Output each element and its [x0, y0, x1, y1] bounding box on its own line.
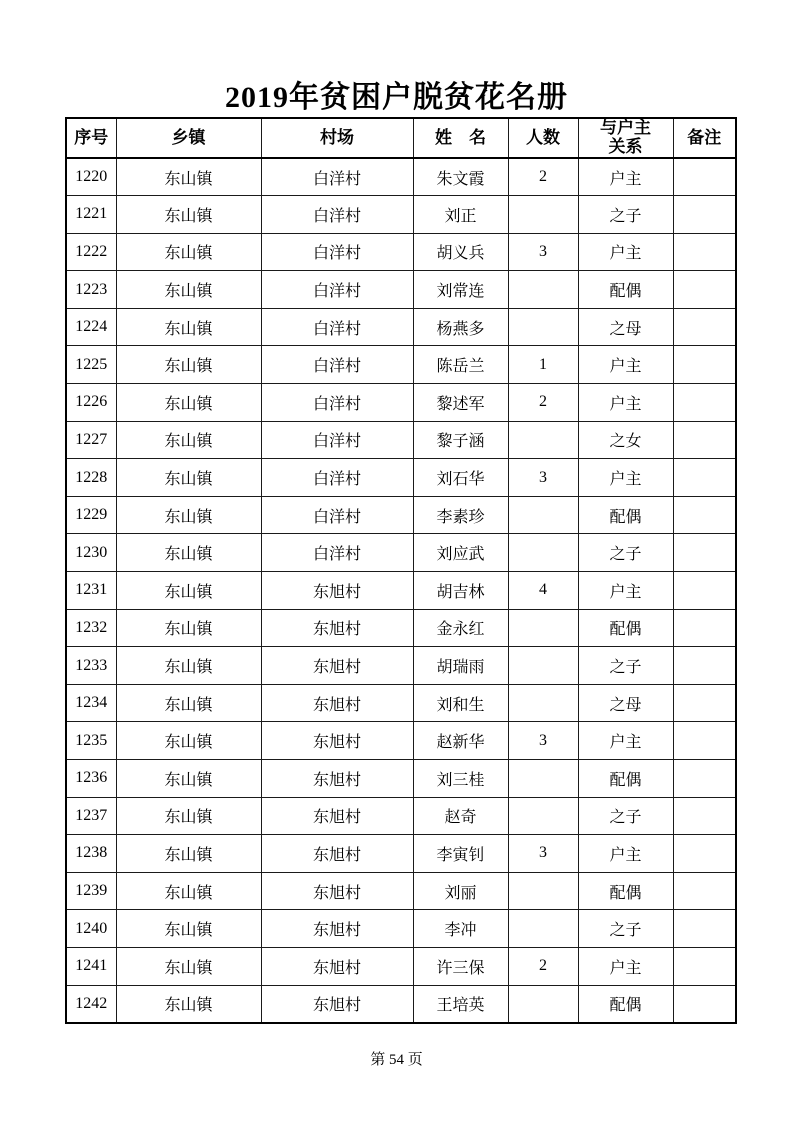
col-header-name: 姓 名 [413, 118, 508, 158]
cell-index: 1241 [66, 947, 116, 985]
cell-town: 东山镇 [116, 910, 261, 948]
cell-village: 白洋村 [261, 158, 413, 196]
col-header-relation-line1: 与户主 [600, 118, 651, 138]
cell-relation: 配偶 [578, 609, 673, 647]
cell-relation: 配偶 [578, 496, 673, 534]
cell-note [673, 835, 736, 873]
cell-note [673, 797, 736, 835]
cell-count [508, 271, 578, 309]
cell-name: 刘和生 [413, 684, 508, 722]
cell-note [673, 647, 736, 685]
cell-relation: 户主 [578, 722, 673, 760]
cell-name: 王培英 [413, 985, 508, 1023]
cell-village: 东旭村 [261, 609, 413, 647]
cell-name: 黎述军 [413, 384, 508, 422]
table-row [66, 384, 736, 422]
cell-town: 东山镇 [116, 760, 261, 798]
cell-count: 3 [508, 459, 578, 497]
cell-relation: 之女 [578, 421, 673, 459]
cell-count [508, 872, 578, 910]
cell-count [508, 985, 578, 1023]
cell-town: 东山镇 [116, 158, 261, 196]
table-row [66, 797, 736, 835]
cell-relation: 之子 [578, 647, 673, 685]
cell-village: 白洋村 [261, 384, 413, 422]
table-row [66, 196, 736, 234]
cell-village: 东旭村 [261, 947, 413, 985]
cell-name: 李冲 [413, 910, 508, 948]
cell-town: 东山镇 [116, 421, 261, 459]
table-row [66, 421, 736, 459]
cell-index: 1226 [66, 384, 116, 422]
cell-count [508, 196, 578, 234]
cell-index: 1231 [66, 572, 116, 610]
cell-index: 1228 [66, 459, 116, 497]
cell-relation: 配偶 [578, 872, 673, 910]
cell-name: 李素珍 [413, 496, 508, 534]
cell-name: 许三保 [413, 947, 508, 985]
table-row [66, 910, 736, 948]
cell-index: 1220 [66, 158, 116, 196]
cell-count: 2 [508, 384, 578, 422]
cell-index: 1233 [66, 647, 116, 685]
cell-name: 赵新华 [413, 722, 508, 760]
cell-count [508, 534, 578, 572]
cell-note [673, 421, 736, 459]
cell-note [673, 346, 736, 384]
cell-name: 刘应武 [413, 534, 508, 572]
table-row [66, 534, 736, 572]
cell-count: 2 [508, 158, 578, 196]
cell-relation: 户主 [578, 835, 673, 873]
cell-note [673, 459, 736, 497]
cell-village: 东旭村 [261, 722, 413, 760]
header-row [66, 118, 736, 158]
page-title: 2019年贫困户脱贫花名册 [225, 81, 568, 114]
cell-relation: 户主 [578, 459, 673, 497]
cell-name: 金永红 [413, 609, 508, 647]
col-header-note: 备注 [673, 118, 736, 158]
table-row [66, 947, 736, 985]
cell-town: 东山镇 [116, 609, 261, 647]
cell-town: 东山镇 [116, 459, 261, 497]
table-row [66, 233, 736, 271]
cell-relation: 之母 [578, 684, 673, 722]
cell-note [673, 534, 736, 572]
cell-town: 东山镇 [116, 985, 261, 1023]
cell-town: 东山镇 [116, 572, 261, 610]
cell-name: 胡瑞雨 [413, 647, 508, 685]
cell-note [673, 910, 736, 948]
col-header-relation [578, 118, 673, 158]
cell-village: 东旭村 [261, 835, 413, 873]
cell-relation: 之子 [578, 534, 673, 572]
cell-village: 白洋村 [261, 196, 413, 234]
cell-note [673, 496, 736, 534]
cell-index: 1237 [66, 797, 116, 835]
cell-town: 东山镇 [116, 534, 261, 572]
cell-relation: 配偶 [578, 985, 673, 1023]
cell-relation: 户主 [578, 947, 673, 985]
cell-count [508, 496, 578, 534]
cell-note [673, 271, 736, 309]
cell-index: 1238 [66, 835, 116, 873]
cell-village: 东旭村 [261, 872, 413, 910]
cell-name: 赵奇 [413, 797, 508, 835]
cell-relation: 配偶 [578, 271, 673, 309]
cell-town: 东山镇 [116, 384, 261, 422]
cell-note [673, 872, 736, 910]
cell-index: 1225 [66, 346, 116, 384]
cell-note [673, 760, 736, 798]
cell-count: 3 [508, 233, 578, 271]
cell-relation: 户主 [578, 384, 673, 422]
cell-index: 1235 [66, 722, 116, 760]
cell-index: 1234 [66, 684, 116, 722]
table-row [66, 572, 736, 610]
cell-relation: 户主 [578, 233, 673, 271]
cell-count [508, 797, 578, 835]
cell-note [673, 196, 736, 234]
cell-count: 3 [508, 835, 578, 873]
cell-index: 1242 [66, 985, 116, 1023]
cell-note [673, 158, 736, 196]
table-row [66, 835, 736, 873]
table-row [66, 684, 736, 722]
cell-village: 白洋村 [261, 308, 413, 346]
cell-note [673, 572, 736, 610]
cell-village: 东旭村 [261, 797, 413, 835]
cell-town: 东山镇 [116, 722, 261, 760]
cell-town: 东山镇 [116, 647, 261, 685]
col-header-count: 人数 [508, 118, 578, 158]
cell-town: 东山镇 [116, 233, 261, 271]
cell-index: 1239 [66, 872, 116, 910]
cell-village: 白洋村 [261, 421, 413, 459]
cell-name: 胡义兵 [413, 233, 508, 271]
cell-note [673, 684, 736, 722]
cell-village: 东旭村 [261, 760, 413, 798]
cell-village: 白洋村 [261, 346, 413, 384]
cell-name: 刘三桂 [413, 760, 508, 798]
cell-name: 刘常连 [413, 271, 508, 309]
cell-index: 1230 [66, 534, 116, 572]
cell-name: 杨燕多 [413, 308, 508, 346]
cell-relation: 之子 [578, 797, 673, 835]
table-row [66, 760, 736, 798]
cell-name: 刘丽 [413, 872, 508, 910]
table-row [66, 271, 736, 309]
cell-index: 1223 [66, 271, 116, 309]
cell-town: 东山镇 [116, 346, 261, 384]
cell-relation: 户主 [578, 346, 673, 384]
cell-name: 李寅钊 [413, 835, 508, 873]
cell-town: 东山镇 [116, 947, 261, 985]
cell-village: 东旭村 [261, 647, 413, 685]
roster-table [65, 117, 737, 1024]
col-header-index: 序号 [66, 118, 116, 158]
cell-note [673, 308, 736, 346]
cell-index: 1232 [66, 609, 116, 647]
cell-relation: 户主 [578, 572, 673, 610]
cell-relation: 户主 [578, 158, 673, 196]
cell-index: 1229 [66, 496, 116, 534]
cell-town: 东山镇 [116, 196, 261, 234]
cell-village: 东旭村 [261, 985, 413, 1023]
cell-name: 陈岳兰 [413, 346, 508, 384]
cell-count [508, 910, 578, 948]
cell-village: 白洋村 [261, 233, 413, 271]
cell-town: 东山镇 [116, 872, 261, 910]
table-row [66, 459, 736, 497]
cell-name: 胡吉林 [413, 572, 508, 610]
cell-index: 1240 [66, 910, 116, 948]
cell-town: 东山镇 [116, 797, 261, 835]
cell-village: 东旭村 [261, 684, 413, 722]
cell-village: 白洋村 [261, 496, 413, 534]
cell-count [508, 421, 578, 459]
cell-name: 刘正 [413, 196, 508, 234]
page-number: 第 54 页 [370, 1052, 423, 1068]
cell-note [673, 233, 736, 271]
col-header-town: 乡镇 [116, 118, 261, 158]
cell-index: 1227 [66, 421, 116, 459]
cell-note [673, 985, 736, 1023]
table-row [66, 346, 736, 384]
cell-note [673, 384, 736, 422]
cell-count: 2 [508, 947, 578, 985]
cell-town: 东山镇 [116, 496, 261, 534]
cell-town: 东山镇 [116, 308, 261, 346]
cell-town: 东山镇 [116, 271, 261, 309]
table-row [66, 647, 736, 685]
cell-village: 白洋村 [261, 459, 413, 497]
cell-count [508, 647, 578, 685]
table-row [66, 722, 736, 760]
table-row [66, 308, 736, 346]
table-row [66, 872, 736, 910]
cell-index: 1222 [66, 233, 116, 271]
cell-index: 1236 [66, 760, 116, 798]
cell-note [673, 947, 736, 985]
cell-count [508, 609, 578, 647]
cell-village: 东旭村 [261, 910, 413, 948]
col-header-village: 村场 [261, 118, 413, 158]
table-row [66, 609, 736, 647]
cell-relation: 之子 [578, 196, 673, 234]
cell-relation: 之母 [578, 308, 673, 346]
cell-count [508, 760, 578, 798]
cell-note [673, 722, 736, 760]
cell-count: 3 [508, 722, 578, 760]
cell-name: 朱文霞 [413, 158, 508, 196]
cell-count [508, 684, 578, 722]
cell-relation: 配偶 [578, 760, 673, 798]
col-header-relation-line2: 关系 [608, 137, 643, 156]
cell-index: 1224 [66, 308, 116, 346]
cell-town: 东山镇 [116, 684, 261, 722]
cell-name: 刘石华 [413, 459, 508, 497]
cell-count: 4 [508, 572, 578, 610]
table-row [66, 496, 736, 534]
cell-note [673, 609, 736, 647]
table-row [66, 985, 736, 1023]
cell-village: 白洋村 [261, 534, 413, 572]
table-row [66, 158, 736, 196]
cell-town: 东山镇 [116, 835, 261, 873]
cell-count: 1 [508, 346, 578, 384]
cell-count [508, 308, 578, 346]
cell-village: 白洋村 [261, 271, 413, 309]
cell-name: 黎子涵 [413, 421, 508, 459]
cell-relation: 之子 [578, 910, 673, 948]
cell-index: 1221 [66, 196, 116, 234]
cell-village: 东旭村 [261, 572, 413, 610]
